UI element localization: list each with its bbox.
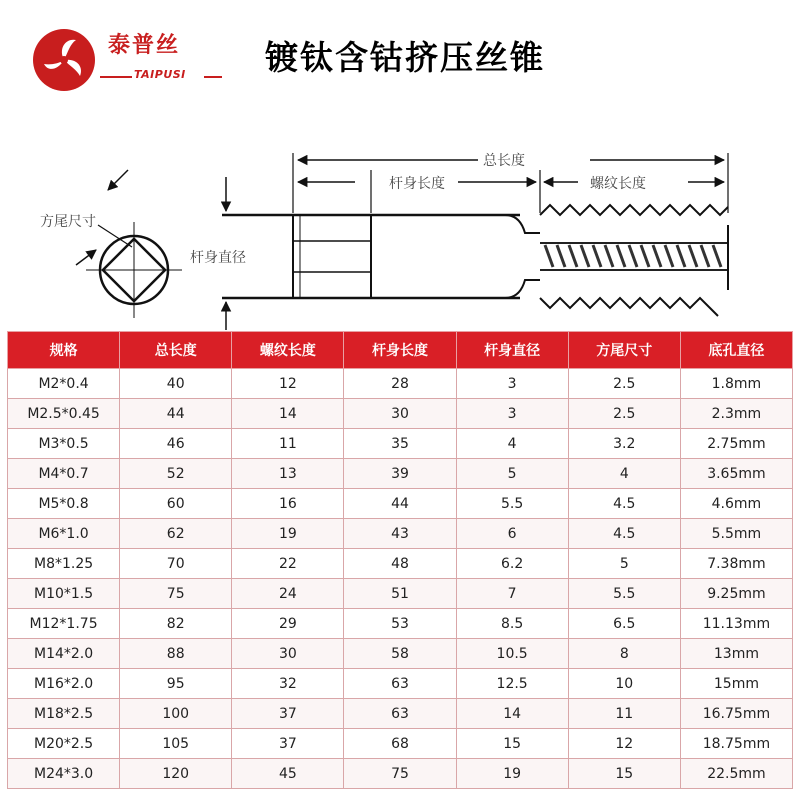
brand-name-en: TAIPUSI	[134, 68, 186, 81]
table-cell: 13	[232, 459, 344, 489]
table-cell: 10	[568, 669, 680, 699]
table-cell: 70	[120, 549, 232, 579]
table-row	[8, 369, 793, 399]
table-cell: 11	[232, 429, 344, 459]
table-cell: M6*1.0	[8, 519, 120, 549]
table-cell: M10*1.5	[8, 579, 120, 609]
table-cell: M20*2.5	[8, 729, 120, 759]
table-cell: 4	[568, 459, 680, 489]
table-cell: 2.5	[568, 369, 680, 399]
shank-diameter-label: 杆身直径	[190, 250, 246, 266]
table-cell: M4*0.7	[8, 459, 120, 489]
table-cell: 2.75mm	[680, 429, 792, 459]
square-tail-label: 方尾尺寸	[40, 214, 96, 230]
table-cell: 2.3mm	[680, 399, 792, 429]
table-cell: 22	[232, 549, 344, 579]
table-body	[8, 369, 793, 789]
table-cell: M2.5*0.45	[8, 399, 120, 429]
table-cell: 11.13mm	[680, 609, 792, 639]
table-cell: 8.5	[456, 609, 568, 639]
table-cell: M16*2.0	[8, 669, 120, 699]
table-header-cell: 底孔直径	[680, 332, 792, 369]
table-cell: 35	[344, 429, 456, 459]
table-cell: 19	[232, 519, 344, 549]
table-cell: 24	[232, 579, 344, 609]
thread-length-label: 螺纹长度	[590, 176, 646, 192]
table-cell: 95	[120, 669, 232, 699]
table-cell: M8*1.25	[8, 549, 120, 579]
table-cell: 11	[568, 699, 680, 729]
table-cell: 4.6mm	[680, 489, 792, 519]
table-cell: 15	[456, 729, 568, 759]
table-cell: 9.25mm	[680, 579, 792, 609]
table-header-row	[8, 332, 793, 369]
table-row	[8, 489, 793, 519]
table-row	[8, 399, 793, 429]
tap-drawing	[0, 115, 800, 330]
table-cell: 6.2	[456, 549, 568, 579]
table-cell: 1.8mm	[680, 369, 792, 399]
table-cell: 105	[120, 729, 232, 759]
square-tail-view	[40, 170, 182, 318]
table-header-cell: 螺纹长度	[232, 332, 344, 369]
table-cell: 46	[120, 429, 232, 459]
table-row	[8, 519, 793, 549]
table-cell: M14*2.0	[8, 639, 120, 669]
table-cell: 19	[456, 759, 568, 789]
table-cell: M2*0.4	[8, 369, 120, 399]
table-cell: 12	[232, 369, 344, 399]
table-cell: 52	[120, 459, 232, 489]
table-cell: 5	[568, 549, 680, 579]
table-cell: 75	[344, 759, 456, 789]
table-cell: 5	[456, 459, 568, 489]
table-cell: 28	[344, 369, 456, 399]
table-cell: 60	[120, 489, 232, 519]
table-row	[8, 639, 793, 669]
table-cell: 15	[568, 759, 680, 789]
table-cell: 7	[456, 579, 568, 609]
table-cell: 45	[232, 759, 344, 789]
tap-side-view	[222, 205, 728, 316]
page-title: 镀钛含钴挤压丝锥	[265, 38, 545, 77]
table-cell: 3	[456, 399, 568, 429]
table-cell: 3.2	[568, 429, 680, 459]
table-header-cell: 总长度	[120, 332, 232, 369]
table-cell: 5.5	[456, 489, 568, 519]
table-cell: 29	[232, 609, 344, 639]
table-cell: 8	[568, 639, 680, 669]
table-cell: 43	[344, 519, 456, 549]
table-cell: 7.38mm	[680, 549, 792, 579]
table-header-cell: 杆身长度	[344, 332, 456, 369]
table-cell: 4.5	[568, 489, 680, 519]
table-cell: 30	[232, 639, 344, 669]
table-cell: 4.5	[568, 519, 680, 549]
table-row	[8, 579, 793, 609]
table-cell: 44	[344, 489, 456, 519]
table-cell: 18.75mm	[680, 729, 792, 759]
table-cell: 16	[232, 489, 344, 519]
table-cell: 53	[344, 609, 456, 639]
total-length-label: 总长度	[483, 153, 525, 169]
spec-table	[7, 331, 793, 789]
table-cell: 51	[344, 579, 456, 609]
table-cell: 15mm	[680, 669, 792, 699]
table-cell: M12*1.75	[8, 609, 120, 639]
table-row	[8, 549, 793, 579]
table-cell: 5.5	[568, 579, 680, 609]
shank-length-label: 杆身长度	[389, 176, 445, 192]
table-cell: 4	[456, 429, 568, 459]
table-cell: 12.5	[456, 669, 568, 699]
table-cell: M5*0.8	[8, 489, 120, 519]
table-header-cell: 规格	[8, 332, 120, 369]
table-cell: 68	[344, 729, 456, 759]
table-cell: 39	[344, 459, 456, 489]
table-cell: 63	[344, 669, 456, 699]
table-cell: M3*0.5	[8, 429, 120, 459]
table-row	[8, 429, 793, 459]
table-cell: 40	[120, 369, 232, 399]
table-cell: 32	[232, 669, 344, 699]
header	[0, 0, 800, 115]
table-row	[8, 669, 793, 699]
table-cell: 14	[232, 399, 344, 429]
brand-divider-left	[100, 76, 132, 78]
table-cell: 44	[120, 399, 232, 429]
table-cell: M24*3.0	[8, 759, 120, 789]
table-cell: 22.5mm	[680, 759, 792, 789]
table-cell: 3	[456, 369, 568, 399]
table-cell: 14	[456, 699, 568, 729]
table-cell: 88	[120, 639, 232, 669]
table-cell: 5.5mm	[680, 519, 792, 549]
table-header-cell: 杆身直径	[456, 332, 568, 369]
table-row	[8, 729, 793, 759]
brand-divider-right	[204, 76, 222, 78]
table-cell: 3.65mm	[680, 459, 792, 489]
table-header-cell: 方尾尺寸	[568, 332, 680, 369]
brand-name-cn: 泰普丝	[108, 33, 181, 58]
table-cell: 12	[568, 729, 680, 759]
table-cell: 2.5	[568, 399, 680, 429]
table-cell: 37	[232, 699, 344, 729]
table-cell: 16.75mm	[680, 699, 792, 729]
table-row	[8, 699, 793, 729]
brand-logo-icon	[32, 28, 96, 92]
table-cell: 6	[456, 519, 568, 549]
table-cell: 48	[344, 549, 456, 579]
table-cell: 82	[120, 609, 232, 639]
table-cell: M18*2.5	[8, 699, 120, 729]
table-row	[8, 759, 793, 789]
table-cell: 120	[120, 759, 232, 789]
table-cell: 37	[232, 729, 344, 759]
table-cell: 62	[120, 519, 232, 549]
table-row	[8, 459, 793, 489]
table-cell: 10.5	[456, 639, 568, 669]
table-cell: 58	[344, 639, 456, 669]
table-cell: 13mm	[680, 639, 792, 669]
table-cell: 75	[120, 579, 232, 609]
tap-dimension-diagram	[0, 115, 800, 330]
table-row	[8, 609, 793, 639]
table-cell: 30	[344, 399, 456, 429]
table-cell: 100	[120, 699, 232, 729]
table-cell: 6.5	[568, 609, 680, 639]
table-cell: 63	[344, 699, 456, 729]
